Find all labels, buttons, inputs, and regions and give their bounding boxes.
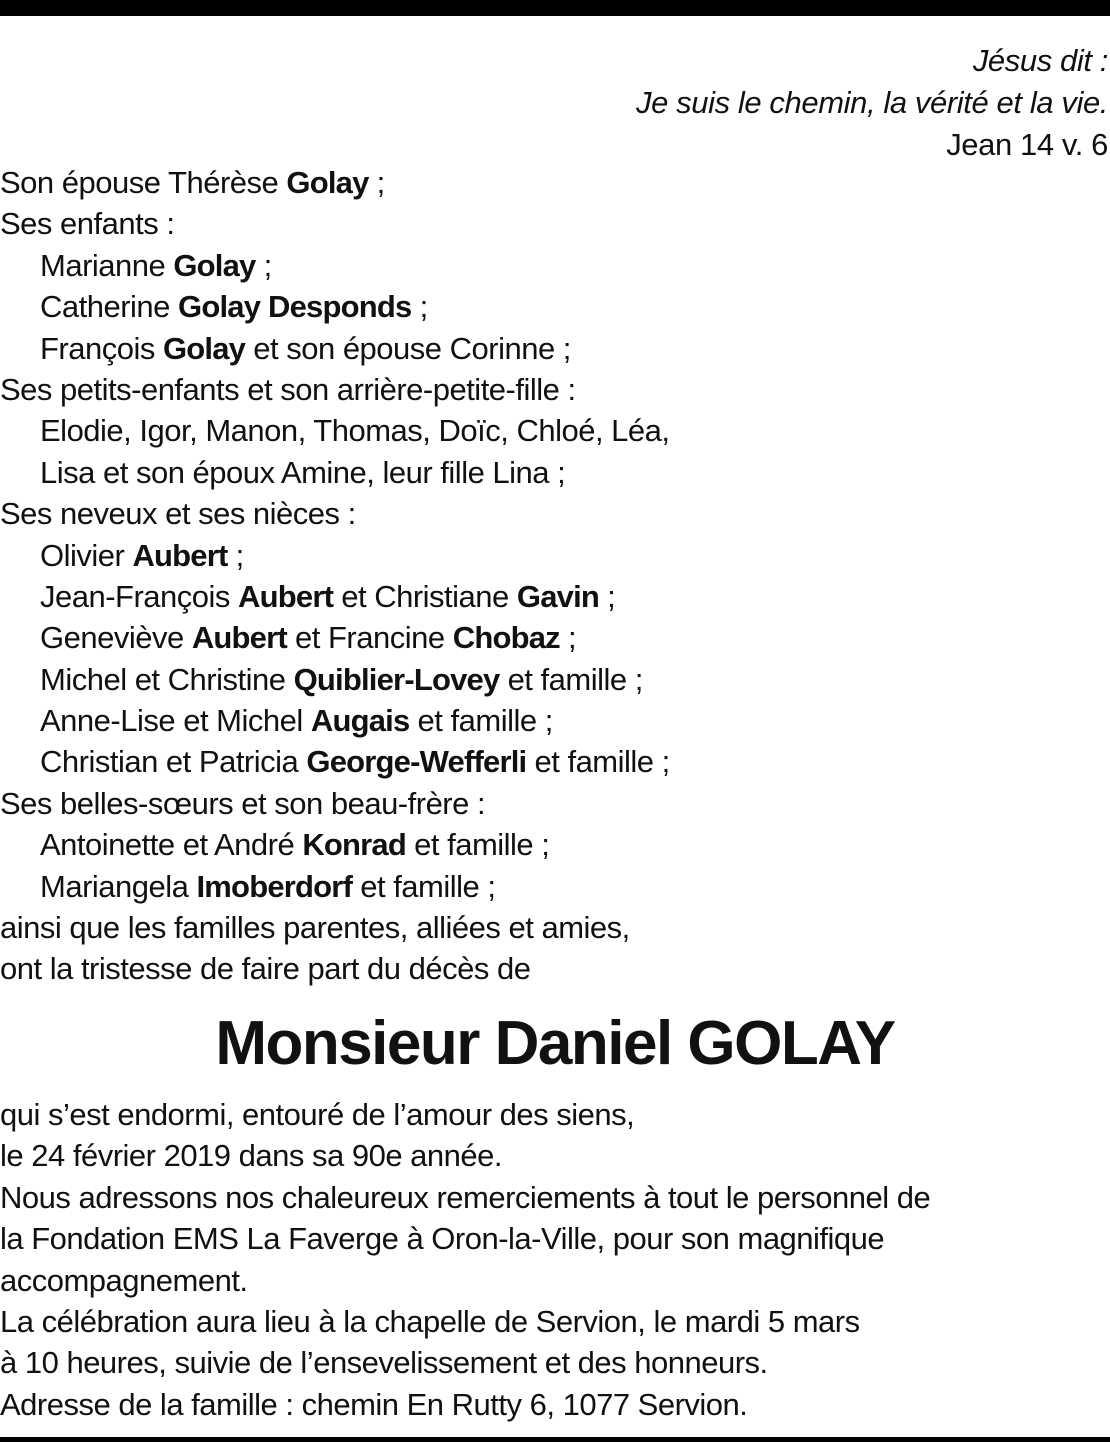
spouse-first: Son épouse Thérèse xyxy=(0,165,287,200)
nephew-line xyxy=(0,576,1105,617)
epigraph xyxy=(636,40,1108,166)
inlaw-first: Mariangela xyxy=(40,868,197,904)
child-line xyxy=(0,286,1105,327)
nephew-surname: Augais xyxy=(310,703,410,739)
child-first: François xyxy=(40,330,163,366)
nephew-partner: et Christiane xyxy=(333,578,517,614)
nephew-suffix: ; xyxy=(599,578,616,614)
nephew-line xyxy=(0,535,1105,576)
inlaw-suffix: et famille ; xyxy=(406,827,550,863)
spouse-surname: Golay xyxy=(286,165,369,200)
nephew-surname: Quiblier-Lovey xyxy=(293,661,500,697)
spouse-suffix: ; xyxy=(368,165,385,200)
nephews-heading: Ses neveux et ses nièces : xyxy=(0,496,356,532)
child-first: Catherine xyxy=(40,289,179,325)
inlaw-line xyxy=(0,824,1105,865)
family-list xyxy=(0,162,1105,990)
inlaw-surname: Imoberdorf xyxy=(196,868,353,904)
epigraph-line-2: Je suis le chemin, la vérité et la vie. xyxy=(636,85,1108,120)
body-line: à 10 heures, suivie de l’ensevelissement et des honneurs. xyxy=(0,1345,768,1381)
child-line xyxy=(0,328,1105,369)
nephew-first: Olivier xyxy=(40,537,133,573)
child-surname: Golay xyxy=(173,247,256,283)
child-surname: Golay xyxy=(162,330,246,366)
nephew-first: Jean-François xyxy=(40,578,239,614)
notice-body xyxy=(0,1094,1105,1425)
nephew-surname: George-Wefferli xyxy=(306,744,527,780)
nephew-first: Christian et Patricia xyxy=(40,744,307,780)
nephew-partner-surname: Gavin xyxy=(516,578,600,614)
body-line: Nous adressons nos chaleureux remerciements à tout le personnel de xyxy=(0,1179,931,1215)
top-border-rule xyxy=(0,0,1110,16)
body-line: La célébration aura lieu à la chapelle de Servion, le mardi 5 mars xyxy=(0,1303,860,1339)
grandchildren-line: Lisa et son époux Amine, leur fille Lina ; xyxy=(40,454,566,490)
nephew-suffix: ; xyxy=(227,537,244,573)
nephew-line xyxy=(0,659,1105,700)
body-line: le 24 février 2019 dans sa 90e année. xyxy=(0,1138,502,1174)
body-line: qui s’est endormi, entouré de l’amour des siens, xyxy=(0,1097,635,1132)
closing-line: ont la tristesse de faire part du décès de xyxy=(0,951,531,987)
inlaw-surname: Konrad xyxy=(302,827,407,863)
inlaw-suffix: et famille ; xyxy=(352,868,496,904)
grandchildren-line: Elodie, Igor, Manon, Thomas, Doïc, Chloé, Léa, xyxy=(40,413,670,449)
nephew-surname: Aubert xyxy=(132,537,228,573)
child-line xyxy=(0,245,1105,286)
body-line: la Fondation EMS La Faverge à Oron-la-Ville, pour son magnifique xyxy=(0,1221,885,1257)
nephew-line xyxy=(0,741,1105,782)
nephew-first: Geneviève xyxy=(40,620,192,656)
nephew-line xyxy=(0,617,1105,658)
child-first: Marianne xyxy=(40,247,174,283)
nephew-surname: Aubert xyxy=(238,578,334,614)
children-heading: Ses enfants : xyxy=(0,206,175,242)
nephew-partner: et Francine xyxy=(286,620,453,656)
nephew-suffix: ; xyxy=(559,620,577,656)
child-suffix: ; xyxy=(255,247,272,283)
family-address: Adresse de la famille : chemin En Rutty 6, 1077 Servion. xyxy=(0,1386,748,1422)
inlaw-line xyxy=(0,866,1105,907)
nephew-suffix: et famille ; xyxy=(409,703,553,739)
nephew-line xyxy=(0,700,1105,741)
grandchildren-heading: Ses petits-enfants et son arrière-petite-fille : xyxy=(0,371,576,407)
epigraph-reference: Jean 14 v. 6 xyxy=(946,127,1108,162)
body-line: accompagnement. xyxy=(0,1262,248,1298)
closing-line: ainsi que les familles parentes, alliées et amies, xyxy=(0,910,630,946)
child-surname: Golay Desponds xyxy=(178,289,412,325)
bottom-border-rule xyxy=(0,1437,1110,1442)
deceased-name: Monsieur Daniel GOLAY xyxy=(215,1009,895,1078)
spouse-line xyxy=(0,162,1105,203)
nephew-partner-surname: Chobaz xyxy=(452,620,560,656)
inlaws-heading: Ses belles-sœurs et son beau-frère : xyxy=(0,785,486,821)
nephew-suffix: et famille ; xyxy=(526,744,670,780)
child-suffix: ; xyxy=(411,289,428,325)
epigraph-line-1: Jésus dit : xyxy=(972,43,1108,78)
nephew-suffix: et famille ; xyxy=(499,661,643,697)
nephew-first: Michel et Christine xyxy=(40,661,294,697)
child-suffix: et son épouse Corinne ; xyxy=(245,330,571,366)
inlaw-first: Antoinette et André xyxy=(40,827,303,863)
nephew-first: Anne-Lise et Michel xyxy=(40,703,311,739)
nephew-surname: Aubert xyxy=(191,620,287,656)
